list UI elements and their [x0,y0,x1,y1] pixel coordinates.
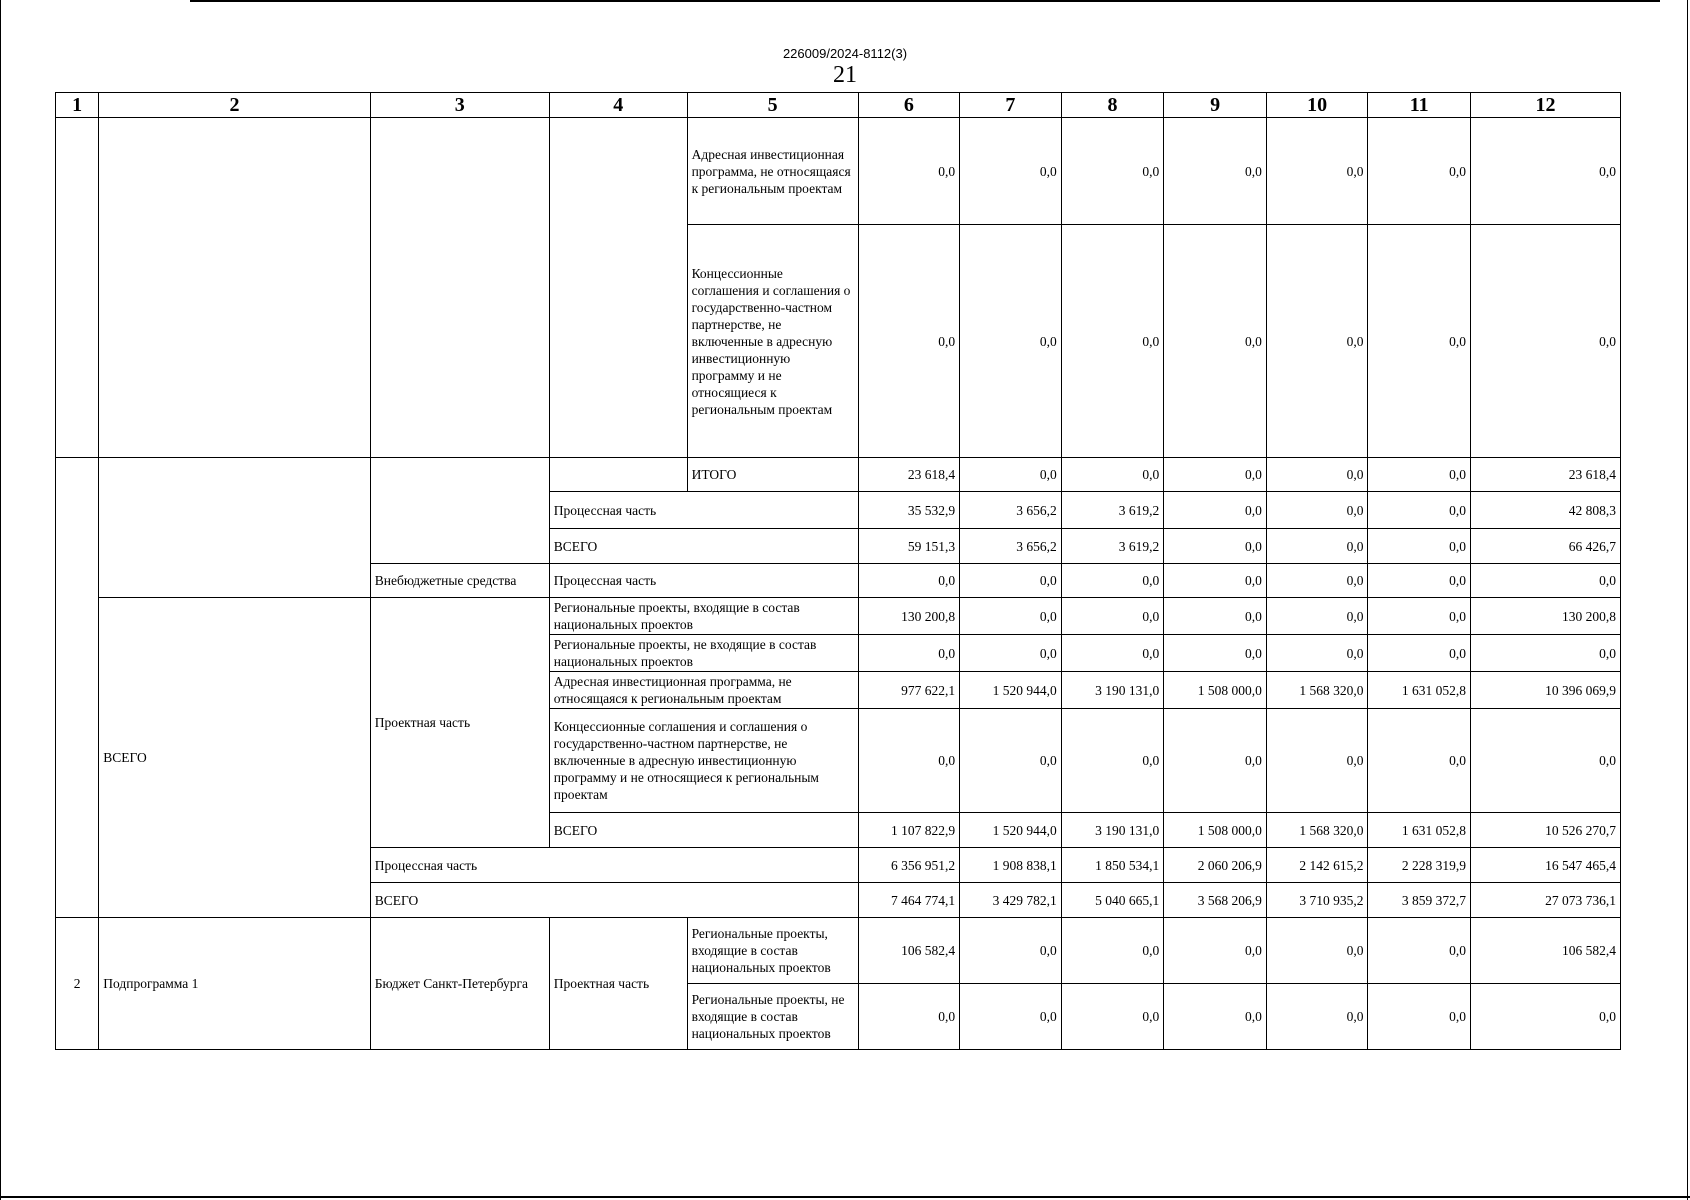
value-cell: 130 200,8 [1471,598,1621,635]
value-cell: 106 582,4 [858,918,960,984]
value-cell: 0,0 [1061,598,1164,635]
row-label: Концессионные соглашения и соглашения о государственно-частном партнерстве, не включенные в адресную инвестиционную программу и не относящиеся к региональным проектам [687,225,858,458]
value-cell: 0,0 [1368,918,1471,984]
empty-cell [549,458,687,492]
value-cell: 0,0 [1368,529,1471,564]
value-cell: 0,0 [1368,225,1471,458]
source-label: Бюджет Санкт-Петербурга [370,918,549,1050]
value-cell: 0,0 [1061,709,1164,813]
value-cell: 1 631 052,8 [1368,813,1471,848]
value-cell: 0,0 [1266,984,1368,1050]
value-cell: 0,0 [1061,118,1164,225]
value-cell: 0,0 [1368,635,1471,672]
empty-cell [370,458,549,564]
row-label: ВСЕГО [549,813,858,848]
value-cell: 5 040 665,1 [1061,883,1164,918]
value-cell: 6 356 951,2 [858,848,960,883]
value-cell: 16 547 465,4 [1471,848,1621,883]
row-number: 2 [56,918,99,1050]
row-label: Концессионные соглашения и соглашения о государственно-частном партнерстве, не включенные в адресную инвестиционную программу и не относящиеся к региональным проектам [549,709,858,813]
row-label: ВСЕГО [549,529,858,564]
value-cell: 3 619,2 [1061,492,1164,529]
value-cell: 3 656,2 [960,492,1062,529]
row-label: Процессная часть [549,492,858,529]
table-row [56,918,1621,984]
value-cell: 1 850 534,1 [1061,848,1164,883]
value-cell: 0,0 [1266,635,1368,672]
value-cell: 0,0 [858,564,960,598]
page-number: 21 [833,62,857,88]
value-cell: 0,0 [1061,918,1164,984]
top-border-line [190,0,1660,2]
value-cell: 7 464 774,1 [858,883,960,918]
bottom-border-line [0,1196,1690,1198]
value-cell: 1 908 838,1 [960,848,1062,883]
value-cell: 0,0 [1266,598,1368,635]
value-cell: 0,0 [1164,984,1267,1050]
value-cell: 0,0 [1266,918,1368,984]
value-cell: 0,0 [1368,598,1471,635]
value-cell: 0,0 [960,709,1062,813]
value-cell: 0,0 [1368,984,1471,1050]
value-cell: 3 190 131,0 [1061,813,1164,848]
value-cell: 42 808,3 [1471,492,1621,529]
part-label: Проектная часть [370,598,549,848]
value-cell: 0,0 [1368,458,1471,492]
table-row [56,118,1621,225]
value-cell: 0,0 [858,225,960,458]
value-cell: 23 618,4 [858,458,960,492]
value-cell: 3 710 935,2 [1266,883,1368,918]
total-label: ВСЕГО [99,598,371,918]
header-row [56,93,1621,118]
value-cell: 0,0 [1061,984,1164,1050]
value-cell: 3 619,2 [1061,529,1164,564]
row-label: ИТОГО [687,458,858,492]
value-cell: 1 107 822,9 [858,813,960,848]
value-cell: 1 508 000,0 [1164,672,1267,709]
row-label: Процессная часть [549,564,858,598]
value-cell: 0,0 [1164,492,1267,529]
value-cell: 0,0 [1266,709,1368,813]
row-label: Адресная инвестиционная программа, не относящаяся к региональным проектам [549,672,858,709]
header-cell: 9 [1164,93,1267,118]
value-cell: 0,0 [1164,918,1267,984]
header-cell: 6 [858,93,960,118]
value-cell: 0,0 [1471,225,1621,458]
value-cell: 0,0 [858,984,960,1050]
value-cell: 0,0 [960,598,1062,635]
value-cell: 0,0 [1266,529,1368,564]
empty-cell [99,458,371,598]
value-cell: 0,0 [1266,225,1368,458]
value-cell: 0,0 [858,118,960,225]
value-cell: 0,0 [858,635,960,672]
part-label: Проектная часть [549,918,687,1050]
header-cell: 2 [99,93,371,118]
header-cell: 12 [1471,93,1621,118]
value-cell: 3 656,2 [960,529,1062,564]
value-cell: 0,0 [1061,225,1164,458]
value-cell: 0,0 [1266,564,1368,598]
value-cell: 1 520 944,0 [960,672,1062,709]
row-label: Региональные проекты, входящие в состав национальных проектов [687,918,858,984]
value-cell: 0,0 [1266,118,1368,225]
value-cell: 0,0 [1471,709,1621,813]
value-cell: 977 622,1 [858,672,960,709]
header-cell: 1 [56,93,99,118]
empty-cell [549,118,687,458]
value-cell: 0,0 [1164,225,1267,458]
value-cell: 0,0 [1471,118,1621,225]
value-cell: 0,0 [960,118,1062,225]
value-cell: 0,0 [1266,492,1368,529]
value-cell: 66 426,7 [1471,529,1621,564]
value-cell: 0,0 [960,918,1062,984]
value-cell: 0,0 [960,635,1062,672]
empty-cell [99,118,371,458]
value-cell: 0,0 [1471,564,1621,598]
subprogram-label: Подпрограмма 1 [99,918,371,1050]
value-cell: 2 060 206,9 [1164,848,1267,883]
row-label: Адресная инвестиционная программа, не относящаяся к региональным проектам [687,118,858,225]
value-cell: 3 859 372,7 [1368,883,1471,918]
value-cell: 0,0 [1368,564,1471,598]
value-cell: 27 073 736,1 [1471,883,1621,918]
header-cell: 11 [1368,93,1471,118]
row-label: Региональные проекты, входящие в состав национальных проектов [549,598,858,635]
table-row [56,598,1621,635]
right-border-line [1687,0,1688,1200]
value-cell: 0,0 [1061,458,1164,492]
value-cell: 0,0 [1164,564,1267,598]
value-cell: 1 520 944,0 [960,813,1062,848]
value-cell: 0,0 [1164,635,1267,672]
row-label: Региональные проекты, не входящие в состав национальных проектов [549,635,858,672]
header-cell: 4 [549,93,687,118]
value-cell: 0,0 [1164,598,1267,635]
value-cell: 0,0 [960,564,1062,598]
header-cell: 5 [687,93,858,118]
budget-table [55,92,1621,1050]
value-cell: 0,0 [960,458,1062,492]
header-cell: 8 [1061,93,1164,118]
empty-cell [56,458,99,918]
value-cell: 1 568 320,0 [1266,813,1368,848]
value-cell: 0,0 [1164,529,1267,564]
empty-cell [370,118,549,458]
header-cell: 7 [960,93,1062,118]
value-cell: 1 568 320,0 [1266,672,1368,709]
value-cell: 0,0 [1368,709,1471,813]
value-cell: 2 142 615,2 [1266,848,1368,883]
table-row [56,458,1621,492]
value-cell: 0,0 [1471,984,1621,1050]
value-cell: 35 532,9 [858,492,960,529]
value-cell: 1 631 052,8 [1368,672,1471,709]
row-label: ВСЕГО [370,883,858,918]
value-cell: 0,0 [858,709,960,813]
value-cell: 0,0 [1471,635,1621,672]
value-cell: 59 151,3 [858,529,960,564]
value-cell: 130 200,8 [858,598,960,635]
document-number: 226009/2024-8112(3) [782,46,908,61]
value-cell: 10 396 069,9 [1471,672,1621,709]
header-cell: 10 [1266,93,1368,118]
value-cell: 106 582,4 [1471,918,1621,984]
value-cell: 0,0 [1164,118,1267,225]
value-cell: 2 228 319,9 [1368,848,1471,883]
value-cell: 10 526 270,7 [1471,813,1621,848]
value-cell: 0,0 [1368,118,1471,225]
value-cell: 0,0 [1061,564,1164,598]
source-label: Внебюджетные средства [370,564,549,598]
value-cell: 0,0 [960,225,1062,458]
value-cell: 0,0 [1164,458,1267,492]
value-cell: 3 190 131,0 [1061,672,1164,709]
value-cell: 0,0 [1266,458,1368,492]
value-cell: 0,0 [960,984,1062,1050]
empty-cell [56,118,99,458]
value-cell: 23 618,4 [1471,458,1621,492]
value-cell: 0,0 [1164,709,1267,813]
header-cell: 3 [370,93,549,118]
row-label: Процессная часть [370,848,858,883]
value-cell: 1 508 000,0 [1164,813,1267,848]
row-label: Региональные проекты, не входящие в состав национальных проектов [687,984,858,1050]
value-cell: 0,0 [1368,492,1471,529]
value-cell: 3 568 206,9 [1164,883,1267,918]
left-border-line [0,0,1,1200]
value-cell: 3 429 782,1 [960,883,1062,918]
value-cell: 0,0 [1061,635,1164,672]
